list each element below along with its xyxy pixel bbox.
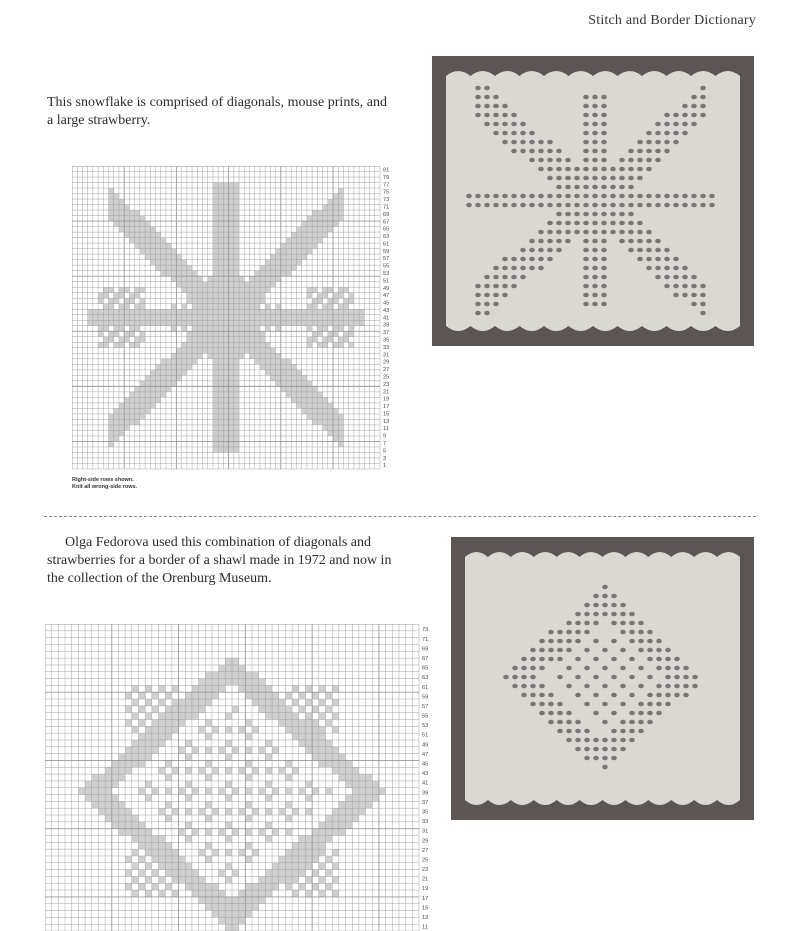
row-number-label: 17 — [422, 895, 429, 902]
row-number-label: 43 — [422, 771, 429, 778]
row-number-label: 47 — [422, 751, 429, 758]
row-number-label: 35 — [383, 337, 390, 344]
row-number-label: 3 — [383, 455, 387, 462]
row-number-label: 47 — [383, 293, 390, 300]
lace-fabric — [440, 71, 746, 331]
row-number-label: 65 — [422, 665, 429, 672]
row-number-label: 73 — [383, 197, 390, 204]
row-number-label: 63 — [422, 675, 429, 682]
snowflake-swatch-photo — [432, 56, 754, 346]
row-number-label: 21 — [422, 876, 429, 883]
row-number-label: 15 — [383, 411, 390, 418]
row-number-label: 37 — [383, 330, 390, 337]
row-number-label: 11 — [422, 924, 428, 931]
snowflake-lace-chart — [72, 166, 402, 476]
row-number-label: 25 — [383, 374, 390, 381]
row-number-label: 51 — [383, 278, 390, 285]
row-number-label: 7 — [383, 440, 387, 447]
row-number-label: 65 — [383, 226, 390, 233]
row-number-label: 75 — [383, 189, 390, 196]
row-number-label: 59 — [422, 694, 429, 701]
row-number-label: 79 — [383, 174, 390, 181]
row-number-label: 33 — [383, 344, 390, 351]
row-number-label: 31 — [422, 828, 429, 835]
row-number-label: 13 — [383, 418, 390, 425]
row-number-label: 5 — [383, 448, 387, 455]
strawberry-swatch-image — [451, 537, 754, 820]
row-number-label: 33 — [422, 819, 429, 826]
row-number-label: 71 — [422, 636, 429, 643]
row-number-label: 27 — [422, 847, 429, 854]
row-number-label: 29 — [383, 359, 390, 366]
row-number-label: 57 — [422, 703, 429, 710]
row-number-label: 9 — [383, 433, 387, 440]
chart-motif — [88, 183, 365, 453]
row-number-label: 53 — [383, 271, 390, 278]
row-number-label: 19 — [422, 886, 429, 893]
row-number-label: 51 — [422, 732, 429, 739]
row-number-label: 39 — [383, 322, 390, 329]
row-number-label: 69 — [383, 211, 390, 218]
row-number-label: 41 — [383, 315, 390, 322]
row-number-label: 45 — [422, 761, 429, 768]
section-divider — [44, 516, 756, 517]
row-number-label: 81 — [383, 167, 390, 174]
row-number-label: 37 — [422, 799, 429, 806]
row-number-label: 71 — [383, 204, 390, 211]
row-number-label: 13 — [422, 915, 429, 922]
row-number-label: 61 — [422, 684, 429, 691]
row-number-label: 23 — [383, 381, 390, 388]
snowflake-chart-grid — [72, 166, 402, 476]
row-number-label: 1 — [383, 463, 387, 470]
snowflake-swatch-image — [432, 56, 754, 346]
row-number-label: 29 — [422, 838, 429, 845]
section2-caption-text: Olga Fedorova used this combination of diagonals and strawberries for a border of a shawl made in 1972 and now in the collection of the Orenburg Museum. — [47, 535, 392, 586]
row-number-label: 39 — [422, 790, 429, 797]
section2-caption — [47, 534, 392, 588]
row-number-label: 55 — [422, 713, 429, 720]
row-number-label: 55 — [383, 263, 390, 270]
row-number-label: 73 — [422, 627, 429, 634]
strawberry-border-lace-chart — [45, 624, 450, 931]
row-number-label: 59 — [383, 248, 390, 255]
strawberry-swatch-photo — [451, 537, 754, 820]
row-number-label: 25 — [422, 857, 429, 864]
row-number-label: 27 — [383, 367, 390, 374]
lace-fabric — [459, 552, 745, 805]
row-number-label: 63 — [383, 234, 390, 241]
chart-note — [72, 477, 137, 491]
row-number-label: 57 — [383, 256, 390, 263]
row-number-label: 61 — [383, 241, 390, 248]
row-number-label: 31 — [383, 352, 390, 359]
row-number-label: 17 — [383, 404, 390, 411]
row-number-label: 77 — [383, 182, 390, 189]
row-number-label: 53 — [422, 723, 429, 730]
strawberry-chart-grid — [45, 624, 450, 931]
running-head-title: Stitch and Border Dictionary — [588, 13, 756, 28]
row-number-label: 49 — [422, 742, 429, 749]
row-number-label: 67 — [383, 219, 390, 226]
row-number-label: 35 — [422, 809, 429, 816]
chart-note-line2: Knit all wrong-side rows. — [72, 484, 138, 490]
row-number-label: 11 — [383, 426, 389, 433]
row-number-label: 41 — [422, 780, 429, 787]
section1-caption: This snowflake is comprised of diagonals, mouse prints, and a large strawberry. — [47, 95, 387, 128]
row-number-label: 15 — [422, 905, 429, 912]
row-number-label: 49 — [383, 285, 390, 292]
row-number-label: 21 — [383, 389, 390, 396]
row-number-label: 23 — [422, 867, 429, 874]
row-number-label: 67 — [422, 655, 429, 662]
row-number-label: 43 — [383, 307, 390, 314]
row-number-label: 45 — [383, 300, 390, 307]
row-number-label: 19 — [383, 396, 390, 403]
row-number-label: 69 — [422, 646, 429, 653]
chart-note-line1: Right-side rows shown. — [72, 477, 134, 483]
